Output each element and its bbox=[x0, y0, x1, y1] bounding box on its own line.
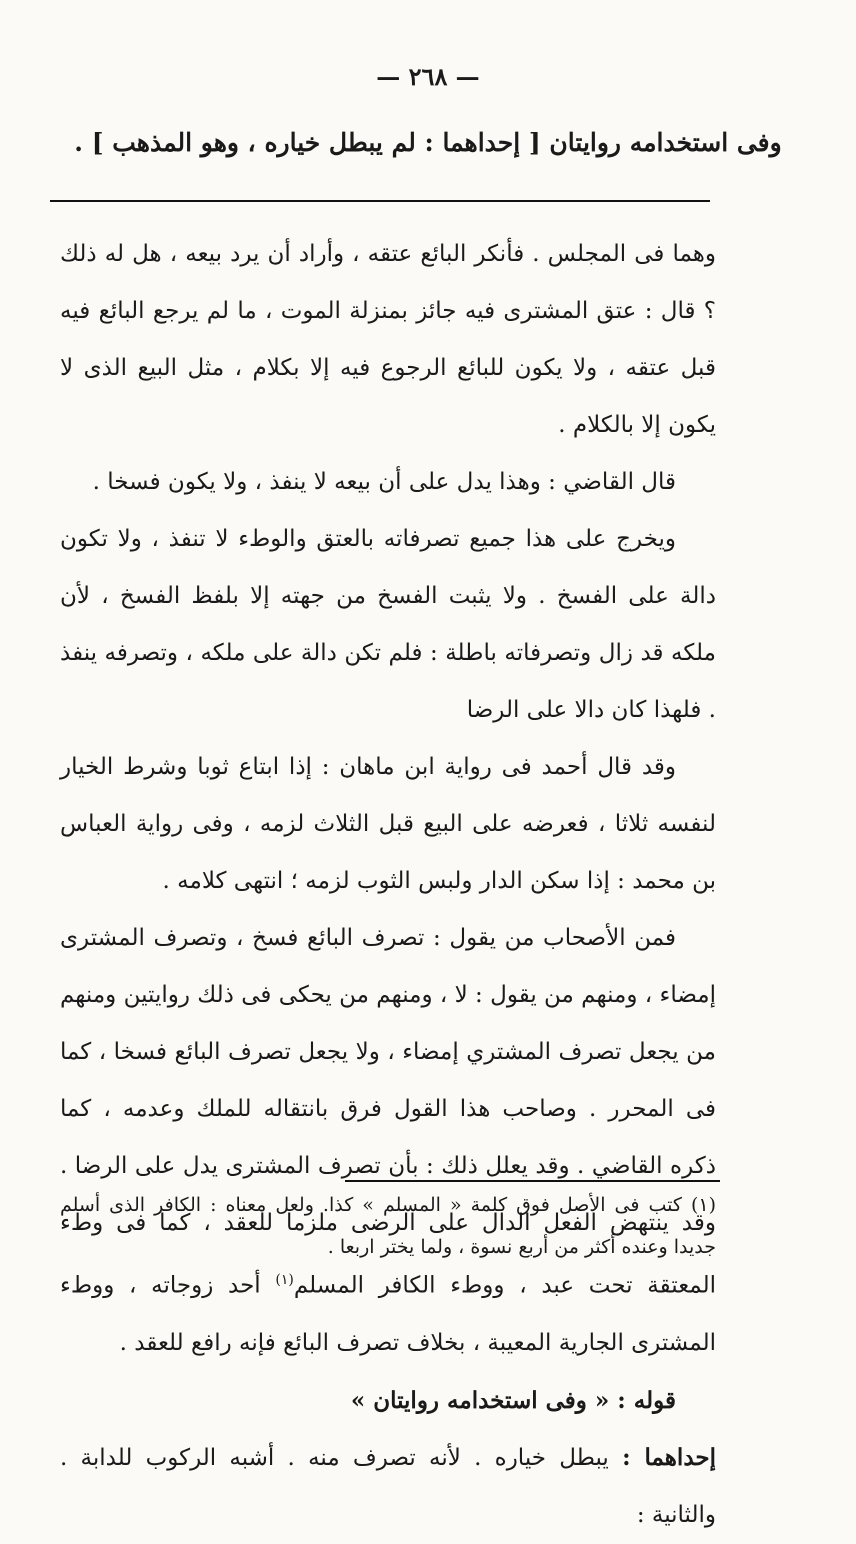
paragraph-3: ويخرج على هذا جميع تصرفاته بالعتق والوطء لا تنفذ ، ولا تكون دالة على الفسخ . ولا يثبت الفسخ من جهته إلا بلفظ الفسخ ، لأن ملكه قد زال وتصرفاته باطلة : فلم تكن دالة على ملكه ، وتصرفه ينفذ . فلهذا كان دالا على الرضا bbox=[60, 526, 716, 723]
paragraph-2: قال القاضي : وهذا يدل على أن بيعه لا ينفذ ، ولا يكون فسخا . bbox=[92, 469, 676, 495]
matn-text: وفى استخدامه روايتان [ إحداهما : لم يبطل خياره ، وهو المذهب ] . bbox=[74, 128, 782, 157]
paragraph-5-end: أحد زوجاته ، ووطء المشترى الجارية المعيبة ، بخلاف تصرف البائع فإنه رافع للعقد . bbox=[60, 1272, 716, 1356]
paragraph-6-lead: إحداهما : bbox=[622, 1443, 716, 1471]
page-number: — ٢٦٨ — bbox=[376, 62, 480, 91]
paragraph-5-main: فمن الأصحاب من يقول : تصرف البائع فسخ ، وتصرف المشترى إمضاء ، ومنهم من يقول : لا ، ومنهم من يحكى فى ذلك روايتين ومنهم من يجعل تصرف المشتري إمضاء ، ولا يجعل تصرف البائع فسخا ، كما فى المحرر . وصاحب هذا القول فرق بانتقاله للملك وعدمه ، كما ذكره القاضي . وقد يعلل ذلك : بأن تصرف المشترى يدل على الرضا . وقد ينتهض الفعل الدال على الرضى ملزما للعقد ، كما فى وطء المعتقة تحت عبد ، ووطء الكافر المسلم bbox=[60, 925, 716, 1299]
paragraph-6 bbox=[60, 1429, 716, 1544]
top-divider bbox=[50, 200, 710, 202]
footnote bbox=[60, 1184, 716, 1268]
footnote-marker: (١) bbox=[275, 1272, 294, 1288]
footnote-divider bbox=[345, 1180, 720, 1182]
paragraph-6-text: يبطل خياره . لأنه تصرف منه . أشبه الركوب للدابة . والثانية : bbox=[60, 1444, 716, 1528]
paragraph-4: وقد قال أحمد فى رواية ابن ماهان : إذا ابتاع ثوبا وشرط الخيار لنفسه ثلاثا ، فعرضه على البيع قبل الثلاث لزمه ، وفى رواية العباس بن محمد : إذا سكن الدار ولبس الثوب لزمه ؛ انتهى كلامه . bbox=[60, 754, 716, 894]
commentary-body bbox=[60, 226, 716, 1544]
paragraph-1: وهما فى المجلس . فأنكر البائع عتقه ، وأراد أن يرد بيعه ، هل له ذلك ؟ قال : عتق المشترى فيه جائز بمنزلة الموت ، ما لم يرجع البائع فيه قبل عتقه ، ولا يكون للبائع الرجوع فيه إلا بكلام ، مثل البيع الذى لا يكون إلا بالكلام . bbox=[60, 241, 716, 438]
paragraph-5 bbox=[60, 910, 716, 1372]
qawluh-heading: قوله : « وفى استخدامه روايتان » bbox=[350, 1386, 676, 1414]
footnote-text: (١) كتب فى الأصل فوق كلمة « المسلم » كذا. ولعل معناه : الكافر الذى أسلم جديدا وعنده أكثر من أربع نسوة ، ولما يختر اربعا . bbox=[60, 1194, 716, 1258]
